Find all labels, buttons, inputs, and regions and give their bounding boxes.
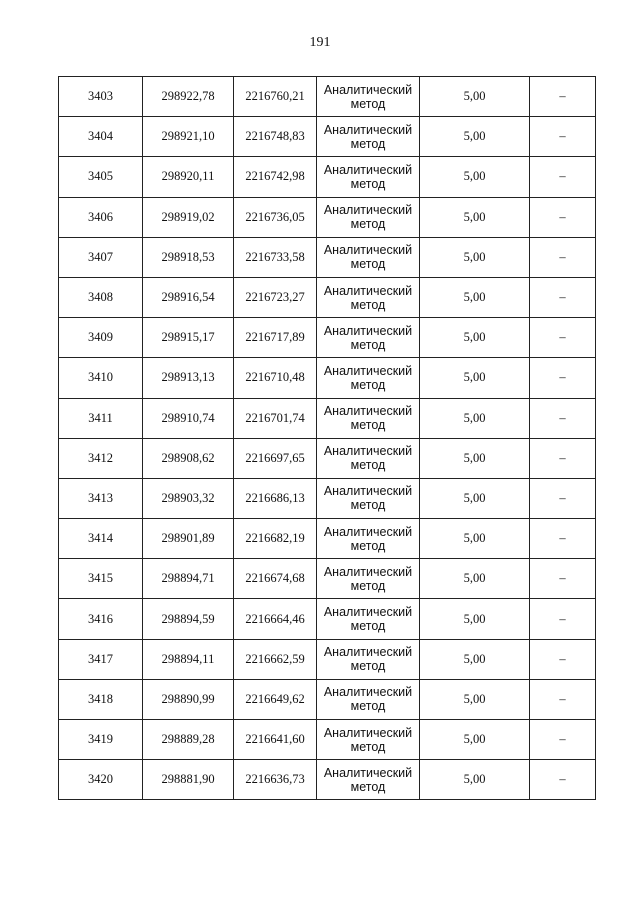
table-row (59, 438, 596, 478)
method-cell (317, 277, 420, 317)
point-number-cell: 3417 (59, 639, 143, 679)
point-number-cell: 3413 (59, 478, 143, 518)
method-line-2: метод (350, 96, 386, 111)
point-number-cell: 3404 (59, 117, 143, 157)
x-coordinate-cell: 298894,59 (143, 599, 234, 639)
method-line-1: Аналитический (323, 444, 413, 459)
x-coordinate-cell: 298903,32 (143, 478, 234, 518)
note-cell: – (530, 478, 596, 518)
note-cell: – (530, 720, 596, 760)
point-number-cell: 3419 (59, 720, 143, 760)
point-number-cell: 3410 (59, 358, 143, 398)
x-coordinate-cell: 298908,62 (143, 438, 234, 478)
method-cell (317, 117, 420, 157)
point-number-cell: 3416 (59, 599, 143, 639)
y-coordinate-cell: 2216697,65 (234, 438, 317, 478)
note-cell: – (530, 559, 596, 599)
point-number-cell: 3407 (59, 237, 143, 277)
method-line-2: метод (350, 538, 386, 553)
y-coordinate-cell: 2216748,83 (234, 117, 317, 157)
note-cell: – (530, 760, 596, 800)
method-cell (317, 157, 420, 197)
table-row (59, 398, 596, 438)
method-line-1: Аналитический (323, 605, 413, 620)
table-row (59, 639, 596, 679)
method-line-2: метод (350, 377, 386, 392)
method-line-2: метод (350, 619, 386, 634)
y-coordinate-cell: 2216733,58 (234, 237, 317, 277)
y-coordinate-cell: 2216636,73 (234, 760, 317, 800)
method-line-2: метод (350, 458, 386, 473)
point-number-cell: 3403 (59, 77, 143, 117)
method-line-1: Аналитический (323, 765, 413, 780)
table-row (59, 519, 596, 559)
accuracy-cell: 5,00 (420, 519, 530, 559)
x-coordinate-cell: 298910,74 (143, 398, 234, 438)
accuracy-cell: 5,00 (420, 77, 530, 117)
accuracy-cell: 5,00 (420, 599, 530, 639)
method-cell (317, 679, 420, 719)
method-cell (317, 358, 420, 398)
method-line-2: метод (350, 498, 386, 513)
y-coordinate-cell: 2216682,19 (234, 519, 317, 559)
method-cell (317, 77, 420, 117)
accuracy-cell: 5,00 (420, 720, 530, 760)
y-coordinate-cell: 2216736,05 (234, 197, 317, 237)
x-coordinate-cell: 298894,11 (143, 639, 234, 679)
accuracy-cell: 5,00 (420, 478, 530, 518)
accuracy-cell: 5,00 (420, 398, 530, 438)
y-coordinate-cell: 2216674,68 (234, 559, 317, 599)
method-line-1: Аналитический (323, 524, 413, 539)
method-cell (317, 318, 420, 358)
note-cell: – (530, 679, 596, 719)
point-number-cell: 3411 (59, 398, 143, 438)
x-coordinate-cell: 298918,53 (143, 237, 234, 277)
x-coordinate-cell: 298920,11 (143, 157, 234, 197)
y-coordinate-cell: 2216641,60 (234, 720, 317, 760)
method-line-2: метод (350, 257, 386, 272)
method-cell (317, 559, 420, 599)
method-line-1: Аналитический (323, 82, 413, 97)
note-cell: – (530, 237, 596, 277)
x-coordinate-cell: 298916,54 (143, 277, 234, 317)
method-line-2: метод (350, 779, 386, 794)
method-line-2: метод (350, 136, 386, 151)
note-cell: – (530, 358, 596, 398)
point-number-cell: 3415 (59, 559, 143, 599)
table-row (59, 720, 596, 760)
method-line-1: Аналитический (323, 645, 413, 660)
y-coordinate-cell: 2216664,46 (234, 599, 317, 639)
method-line-1: Аналитический (323, 363, 413, 378)
x-coordinate-cell: 298890,99 (143, 679, 234, 719)
accuracy-cell: 5,00 (420, 277, 530, 317)
x-coordinate-cell: 298889,28 (143, 720, 234, 760)
accuracy-cell: 5,00 (420, 157, 530, 197)
accuracy-cell: 5,00 (420, 679, 530, 719)
method-line-1: Аналитический (323, 203, 413, 218)
method-cell (317, 720, 420, 760)
note-cell: – (530, 277, 596, 317)
method-cell (317, 438, 420, 478)
method-line-1: Аналитический (323, 323, 413, 338)
method-cell (317, 760, 420, 800)
accuracy-cell: 5,00 (420, 358, 530, 398)
method-line-2: метод (350, 418, 386, 433)
y-coordinate-cell: 2216686,13 (234, 478, 317, 518)
x-coordinate-cell: 298921,10 (143, 117, 234, 157)
note-cell: – (530, 318, 596, 358)
method-line-2: метод (350, 297, 386, 312)
accuracy-cell: 5,00 (420, 559, 530, 599)
table-row (59, 599, 596, 639)
y-coordinate-cell: 2216723,27 (234, 277, 317, 317)
accuracy-cell: 5,00 (420, 197, 530, 237)
accuracy-cell: 5,00 (420, 318, 530, 358)
method-line-1: Аналитический (323, 122, 413, 137)
point-number-cell: 3405 (59, 157, 143, 197)
x-coordinate-cell: 298901,89 (143, 519, 234, 559)
table-row (59, 318, 596, 358)
x-coordinate-cell: 298913,13 (143, 358, 234, 398)
method-line-2: метод (350, 659, 386, 674)
table-row (59, 117, 596, 157)
method-cell (317, 478, 420, 518)
accuracy-cell: 5,00 (420, 760, 530, 800)
table-row (59, 157, 596, 197)
point-number-cell: 3412 (59, 438, 143, 478)
method-line-2: метод (350, 176, 386, 191)
table-row (59, 358, 596, 398)
y-coordinate-cell: 2216662,59 (234, 639, 317, 679)
coordinates-table (58, 76, 596, 800)
method-cell (317, 599, 420, 639)
note-cell: – (530, 519, 596, 559)
page-number: 191 (309, 35, 331, 50)
note-cell: – (530, 438, 596, 478)
table-row (59, 77, 596, 117)
method-cell (317, 197, 420, 237)
point-number-cell: 3418 (59, 679, 143, 719)
x-coordinate-cell: 298919,02 (143, 197, 234, 237)
method-line-1: Аналитический (323, 725, 413, 740)
y-coordinate-cell: 2216649,62 (234, 679, 317, 719)
method-cell (317, 639, 420, 679)
method-line-2: метод (350, 739, 386, 754)
y-coordinate-cell: 2216717,89 (234, 318, 317, 358)
point-number-cell: 3409 (59, 318, 143, 358)
method-line-2: метод (350, 578, 386, 593)
method-line-2: метод (350, 699, 386, 714)
table-body (59, 77, 596, 800)
accuracy-cell: 5,00 (420, 438, 530, 478)
method-cell (317, 398, 420, 438)
method-line-1: Аналитический (323, 685, 413, 700)
accuracy-cell: 5,00 (420, 237, 530, 277)
method-line-1: Аналитический (323, 162, 413, 177)
method-line-2: метод (350, 217, 386, 232)
x-coordinate-cell: 298922,78 (143, 77, 234, 117)
table-row (59, 760, 596, 800)
table-row (59, 559, 596, 599)
accuracy-cell: 5,00 (420, 639, 530, 679)
table-row (59, 197, 596, 237)
method-line-1: Аналитический (323, 404, 413, 419)
note-cell: – (530, 157, 596, 197)
method-line-1: Аналитический (323, 243, 413, 258)
method-line-1: Аналитический (323, 484, 413, 499)
y-coordinate-cell: 2216742,98 (234, 157, 317, 197)
accuracy-cell: 5,00 (420, 117, 530, 157)
y-coordinate-cell: 2216760,21 (234, 77, 317, 117)
y-coordinate-cell: 2216710,48 (234, 358, 317, 398)
note-cell: – (530, 197, 596, 237)
point-number-cell: 3420 (59, 760, 143, 800)
method-line-1: Аналитический (323, 564, 413, 579)
point-number-cell: 3408 (59, 277, 143, 317)
x-coordinate-cell: 298881,90 (143, 760, 234, 800)
table-row (59, 237, 596, 277)
method-cell (317, 519, 420, 559)
x-coordinate-cell: 298894,71 (143, 559, 234, 599)
note-cell: – (530, 599, 596, 639)
note-cell: – (530, 398, 596, 438)
point-number-cell: 3414 (59, 519, 143, 559)
point-number-cell: 3406 (59, 197, 143, 237)
note-cell: – (530, 117, 596, 157)
method-line-2: метод (350, 337, 386, 352)
table-row (59, 679, 596, 719)
method-line-1: Аналитический (323, 283, 413, 298)
x-coordinate-cell: 298915,17 (143, 318, 234, 358)
table-row (59, 277, 596, 317)
table-row (59, 478, 596, 518)
y-coordinate-cell: 2216701,74 (234, 398, 317, 438)
method-cell (317, 237, 420, 277)
note-cell: – (530, 77, 596, 117)
note-cell: – (530, 639, 596, 679)
